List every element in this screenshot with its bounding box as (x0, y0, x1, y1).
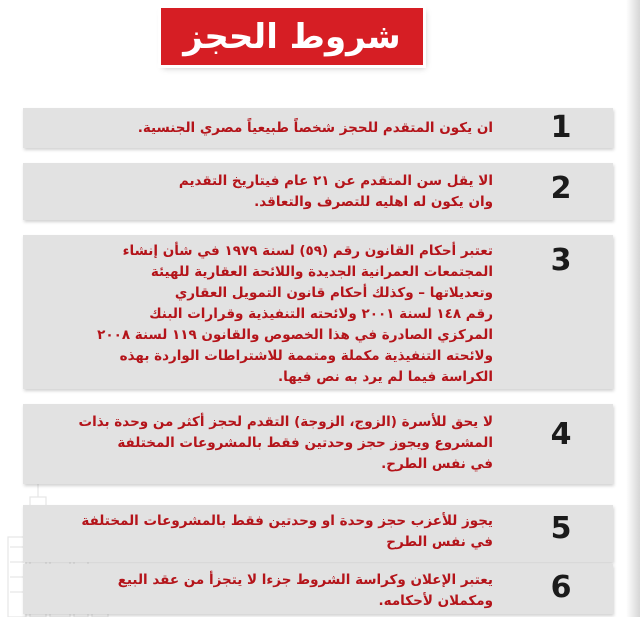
condition-row-3 (23, 235, 613, 389)
condition-number: 2 (550, 171, 572, 206)
condition-text: يعتبر الإعلان وكراسة الشروط جزءا لا يتجزأ من عقد البيع ومكملان لأحكامه. (117, 572, 493, 609)
condition-text: الا يقل سن المتقدم عن ٢١ عام فيتاريخ التقديم وان يكون له اهليه للتصرف والتعاقد. (178, 173, 493, 210)
condition-text: يجوز للأعزب حجز وحدة او وحدتين فقط بالمشروعات المختلفة في نفس الطرح (81, 513, 493, 550)
condition-row-5 (23, 505, 613, 562)
condition-number: 4 (550, 417, 572, 452)
condition-number: 5 (550, 511, 572, 546)
condition-row-2 (23, 163, 613, 220)
title-banner (161, 8, 423, 65)
condition-row-1 (23, 108, 613, 148)
condition-number: 1 (550, 110, 572, 145)
page-edge-shadow (626, 0, 640, 617)
condition-number: 6 (550, 570, 572, 605)
condition-text: تعتبر أحكام القانون رقم (٥٩) لسنة ١٩٧٩ في شأن إنشاء المجتمعات العمرانية الجديدة واللائحة العقارية للهيئة وتعديلاتها – وكذلك أحكام قانون التمويل العقاري رقم ١٤٨ لسنة ٢٠٠١ ولائحته التنفيذية وقرارات البنك المركزي الصادرة في هذا الخصوص والقانون ١١٩ لسنة ٢٠٠٨ ولائحته التنفيذية مكملة ومتممة للاشتراطات الواردة بهذه الكراسة فيما لم يرد به نص فيها. (97, 243, 493, 385)
page-title: شروط الحجز (183, 16, 401, 57)
condition-number: 3 (550, 243, 572, 278)
condition-row-4 (23, 404, 613, 484)
condition-row-6 (23, 564, 613, 614)
condition-text: لا يحق للأسرة (الزوج، الزوجة) التقدم لحجز أكثر من وحدة بذات المشروع ويجوز حجز وحدتين فقط بالمشروعات المختلفة في نفس الطرح. (78, 414, 493, 472)
condition-text: ان يكون المتقدم للحجز شخصاً طبيعياً مصري الجنسية. (137, 120, 493, 136)
